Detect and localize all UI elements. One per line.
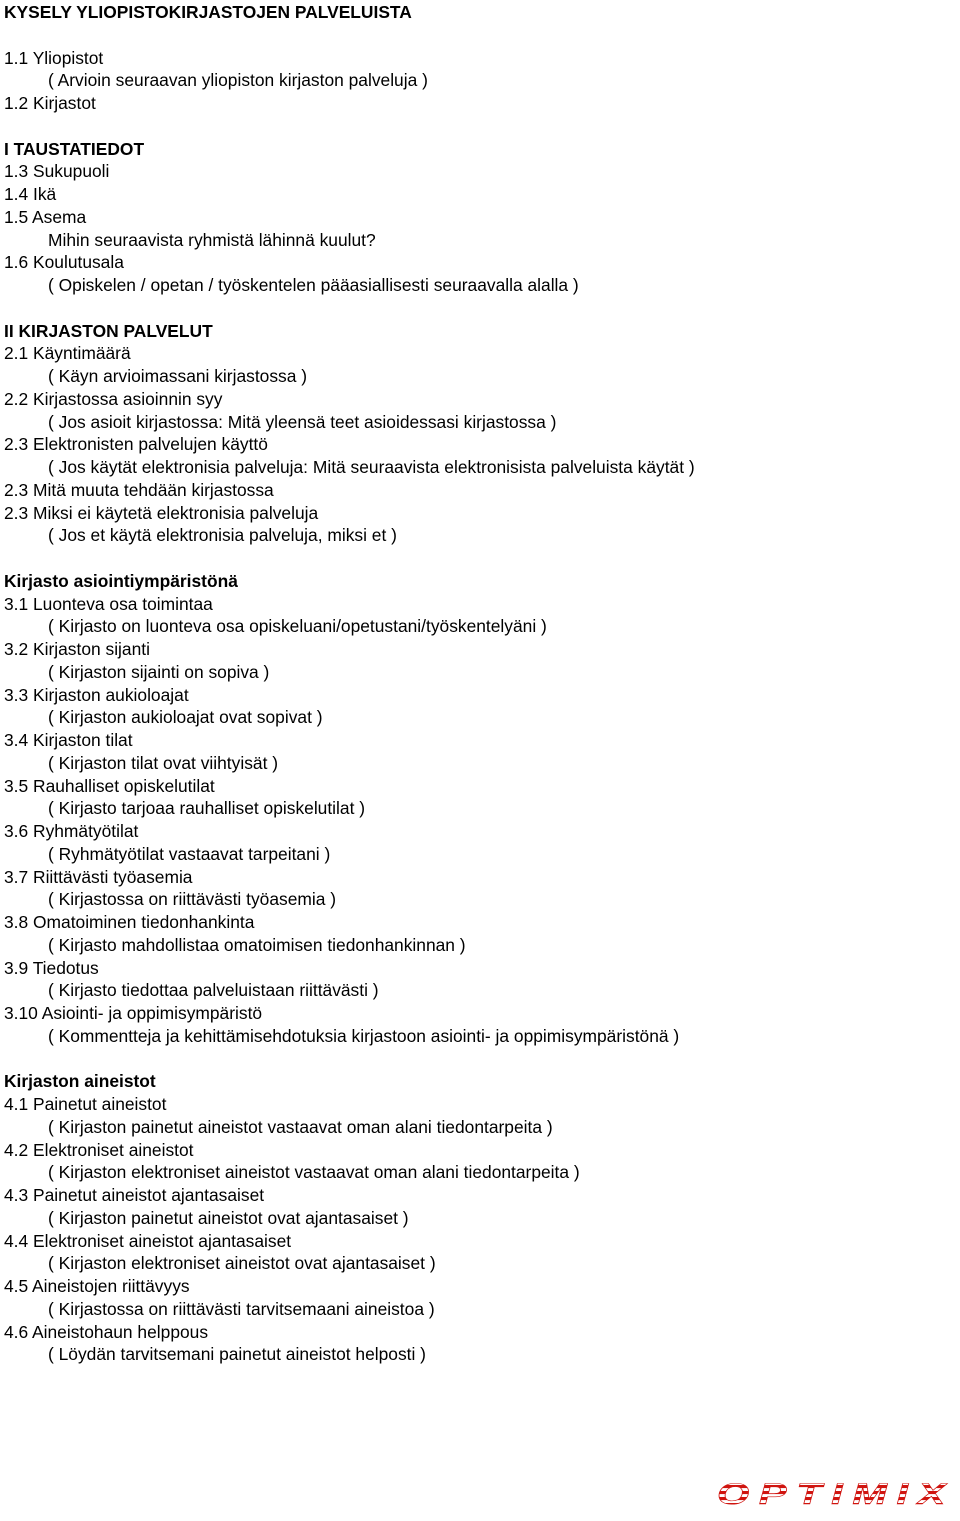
question-item: 1.4 Ikä: [4, 184, 57, 204]
question-item: 3.9 Tiedotus: [4, 957, 99, 978]
question-item: 2.1 Käyntimäärä: [4, 343, 131, 364]
question-description: ( Kirjaston aukioloajat ovat sopivat ): [48, 707, 323, 728]
question-item: 3.8 Omatoiminen tiedonhankinta: [4, 912, 255, 932]
question-item: 3.6 Ryhmätyötilat: [4, 821, 139, 841]
section-heading: I TAUSTATIEDOT: [4, 138, 145, 159]
question-description: ( Opiskelen / opetan / työskentelen pääasiallisesti seuraavalla alalla ): [48, 275, 579, 295]
question-description: Mihin seuraavista ryhmistä lähinnä kuulut?: [48, 229, 376, 250]
question-item: 3.4 Kirjaston tilat: [4, 730, 133, 750]
question-item: 1.6 Koulutusala: [4, 252, 124, 273]
question-description: ( Kirjaston elektroniset aineistot ovat ajantasaiset ): [48, 1253, 436, 1274]
question-description: ( Kirjasto tiedottaa palveluistaan riittävästi ): [48, 980, 379, 1001]
question-item: 2.2 Kirjastossa asioinnin syy: [4, 388, 223, 409]
question-item: 4.3 Painetut aineistot ajantasaiset: [4, 1185, 265, 1205]
question-item: 3.7 Riittävästi työasemia: [4, 866, 193, 887]
question-description: ( Jos asioit kirjastossa: Mitä yleensä teet asioidessasi kirjastossa ): [48, 411, 557, 432]
question-item: 3.3 Kirjaston aukioloajat: [4, 684, 189, 705]
question-item: 2.3 Miksi ei käytetä elektronisia palveluja: [4, 502, 319, 523]
question-description: ( Kirjaston tilat ovat viihtyisät ): [48, 752, 279, 773]
section-heading: Kirjaston aineistot: [4, 1071, 156, 1092]
optimix-logo: [714, 1479, 958, 1509]
question-item: 4.2 Elektroniset aineistot: [4, 1139, 194, 1160]
question-description: ( Käyn arvioimassani kirjastossa ): [48, 366, 308, 386]
question-item: 4.1 Painetut aineistot: [4, 1094, 167, 1114]
question-description: ( Jos käytät elektronisia palveluja: Mitä seuraavista elektronisista palveluista käytät ): [48, 457, 695, 477]
question-description: ( Ryhmätyötilat vastaavat tarpeitani ): [48, 843, 331, 864]
question-item: 4.4 Elektroniset aineistot ajantasaiset: [4, 1230, 292, 1251]
question-description: ( Kirjaston painetut aineistot vastaavat oman alani tiedontarpeita ): [48, 1116, 553, 1137]
question-description: ( Arvioin seuraavan yliopiston kirjaston palveluja ): [48, 70, 428, 91]
question-description: ( Kirjasto on luonteva osa opiskeluani/opetustani/työskentelyäni ): [48, 616, 547, 637]
question-description: ( Kirjaston painetut aineistot ovat ajantasaiset ): [48, 1207, 409, 1228]
question-item: 3.1 Luonteva osa toimintaa: [4, 593, 213, 614]
question-description: ( Kirjastossa on riittävästi tarvitsemaani aineistoa ): [48, 1298, 435, 1319]
spacer: [4, 547, 954, 570]
question-description: ( Kirjasto mahdollistaa omatoimisen tiedonhankinnan ): [48, 934, 466, 955]
question-item: 3.2 Kirjaston sijanti: [4, 639, 150, 659]
question-list: [4, 47, 954, 1367]
section-heading: Kirjasto asiointiympäristönä: [4, 570, 238, 591]
question-item: 1.3 Sukupuoli: [4, 161, 110, 182]
question-item: 3.10 Asiointi- ja oppimisympäristö: [4, 1003, 263, 1023]
document-title: KYSELY YLIOPISTOKIRJASTOJEN PALVELUISTA: [4, 2, 412, 22]
question-item: 2.3 Mitä muuta tehdään kirjastossa: [4, 479, 274, 500]
question-description: ( Kirjaston elektroniset aineistot vastaavat oman alani tiedontarpeita ): [48, 1162, 580, 1183]
section-heading: II KIRJASTON PALVELUT: [4, 320, 213, 341]
question-item: 1.2 Kirjastot: [4, 93, 96, 113]
question-item: 4.6 Aineistohaun helppous: [4, 1321, 209, 1342]
document-body: [4, 1, 954, 1366]
logo-wordmark: OPTIMIX: [717, 1479, 955, 1509]
question-description: ( Kirjasto tarjoaa rauhalliset opiskelutilat ): [48, 798, 366, 819]
spacer: [4, 297, 954, 320]
question-description: ( Löydän tarvitsemani painetut aineistot helposti ): [48, 1344, 426, 1365]
question-item: 4.5 Aineistojen riittävyys: [4, 1276, 190, 1296]
question-description: ( Jos et käytä elektronisia palveluja, miksi et ): [48, 525, 397, 546]
spacer: [4, 24, 954, 47]
spacer: [4, 1048, 954, 1071]
question-description: ( Kirjastossa on riittävästi työasemia ): [48, 889, 337, 910]
question-item: 3.5 Rauhalliset opiskelutilat: [4, 775, 215, 796]
question-item: 1.5 Asema: [4, 206, 87, 227]
question-item: 2.3 Elektronisten palvelujen käyttö: [4, 434, 268, 455]
spacer: [4, 115, 954, 138]
question-description: ( Kirjaston sijainti on sopiva ): [48, 661, 270, 682]
question-item: 1.1 Yliopistot: [4, 47, 104, 68]
question-description: ( Kommentteja ja kehittämisehdotuksia kirjastoon asiointi- ja oppimisympäristönä ): [48, 1025, 680, 1046]
